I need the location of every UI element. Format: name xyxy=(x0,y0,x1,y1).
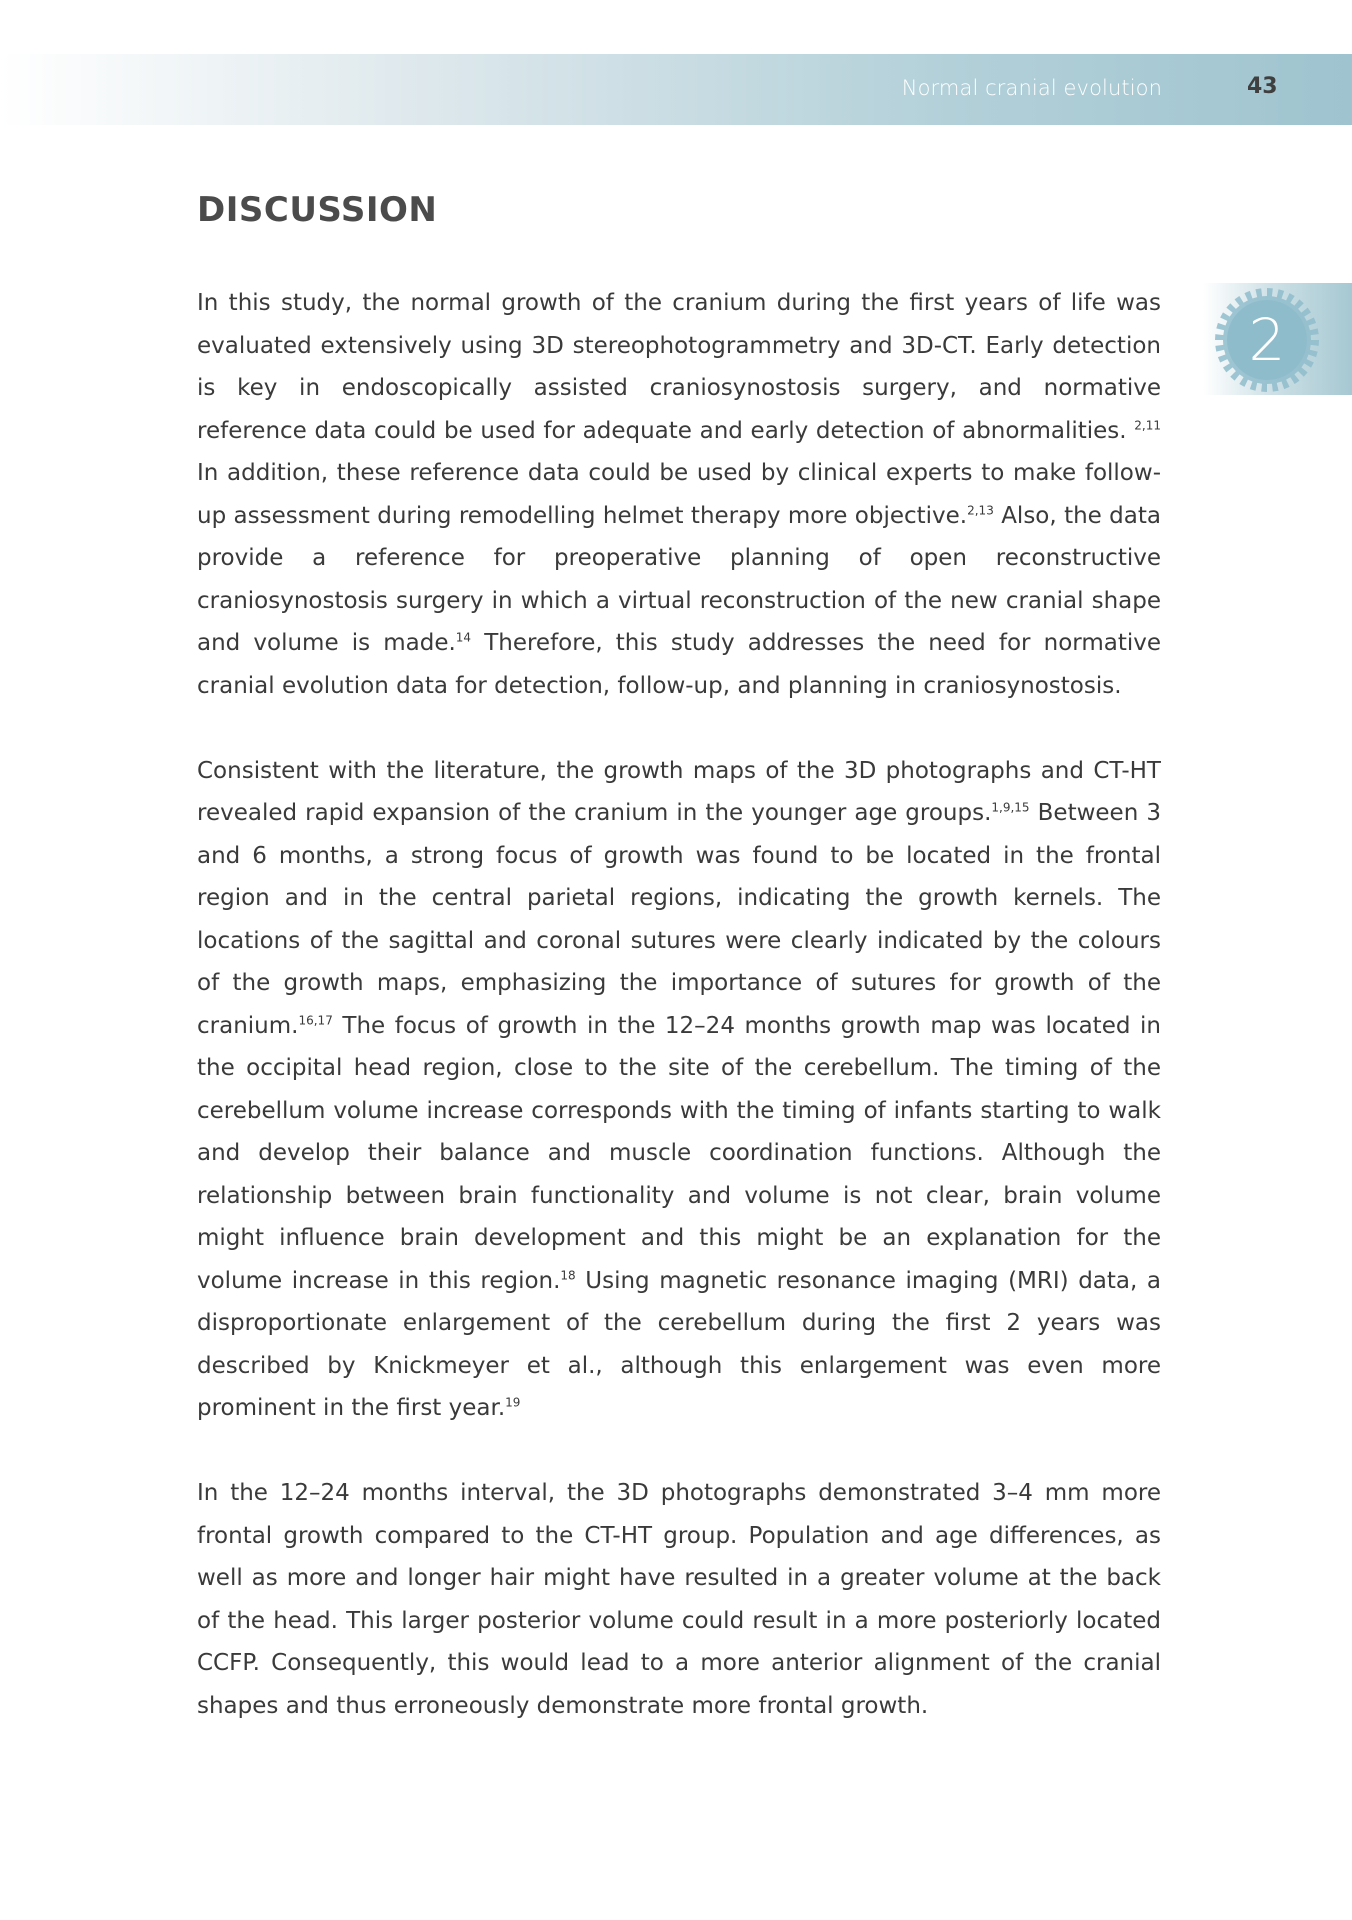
paragraph-text: Using magnetic resonance imaging (MRI) data, a disproportionate enlargement of the cerebellum during the first 2 years was described by Knickmeyer et al., although this enlargement was even more prominent in the first year. xyxy=(197,1267,1161,1421)
paragraph-text: In addition, these reference data could be used by clinical experts to make follow-up assessment during remodelling helmet therapy more objective. xyxy=(197,460,1161,529)
citation-reference: 14 xyxy=(455,630,472,645)
page-number: 43 xyxy=(1247,74,1278,99)
paragraph-text: In this study, the normal growth of the cranium during the first years of life was evaluated extensively using 3D stereophotogrammetry and 3D-CT. Early detection is key in endoscopically assisted craniosynostosis surgery, and normative reference data could be used for adequate and early detection of abnormalities. xyxy=(197,290,1161,444)
paragraph-text: Consistent with the literature, the growth maps of the 3D photographs and CT-HT revealed rapid expansion of the cranium in the younger age groups. xyxy=(197,757,1161,826)
citation-reference: 19 xyxy=(505,1395,521,1410)
citation-reference: 18 xyxy=(560,1267,576,1282)
paragraph-text: Also, the data provide a reference for preoperative planning of open reconstructive craniosynostosis surgery in which a virtual reconstruction of the new cranial shape and volume is made. xyxy=(197,502,1161,656)
paragraph xyxy=(197,282,1161,707)
paragraph-text: The focus of growth in the 12–24 months growth map was located in the occipital head region, close to the site of the cerebellum. The timing of the cerebellum volume increase corresponds with the timing of infants starting to walk and develop their balance and muscle coordination functions. Although the relationship between brain functionality and volume is not clear, brain volume might influence brain development and this might be an explanation for the volume increase in this region. xyxy=(197,1012,1161,1294)
running-title: Normal cranial evolution xyxy=(901,76,1162,100)
paragraph-text: Therefore, this study addresses the need for normative cranial evolution data for detection, follow-up, and planning in craniosynostosis. xyxy=(197,630,1162,699)
paragraph-text: In the 12–24 months interval, the 3D photographs demonstrated 3–4 mm more frontal growth compared to the CT-HT group. Population and age differences, as well as more and longer hair might have resulted in a greater volume at the back of the head. This larger posterior volume could result in a more posteriorly located CCFP. Consequently, this would lead to a more anterior alignment of the cranial shapes and thus erroneously demonstrate more frontal growth. xyxy=(197,1480,1161,1719)
citation-reference: 16,17 xyxy=(298,1012,333,1027)
paragraph xyxy=(197,750,1161,1430)
citation-reference: 2,13 xyxy=(967,502,994,517)
body-text xyxy=(197,282,1161,1770)
citation-reference: 2,11 xyxy=(1134,417,1161,432)
section-heading: DISCUSSION xyxy=(197,190,438,230)
chapter-number: 2 xyxy=(1248,306,1286,374)
paragraph-text: Between 3 and 6 months, a strong focus of growth was found to be located in the frontal region and in the central parietal regions, indicating the growth kernels. The locations of the sagittal and coronal sutures were clearly indicated by the colours of the growth maps, emphasizing the importance of sutures for growth of the cranium. xyxy=(197,800,1161,1039)
citation-reference: 1,9,15 xyxy=(991,800,1030,815)
paragraph xyxy=(197,1472,1161,1727)
